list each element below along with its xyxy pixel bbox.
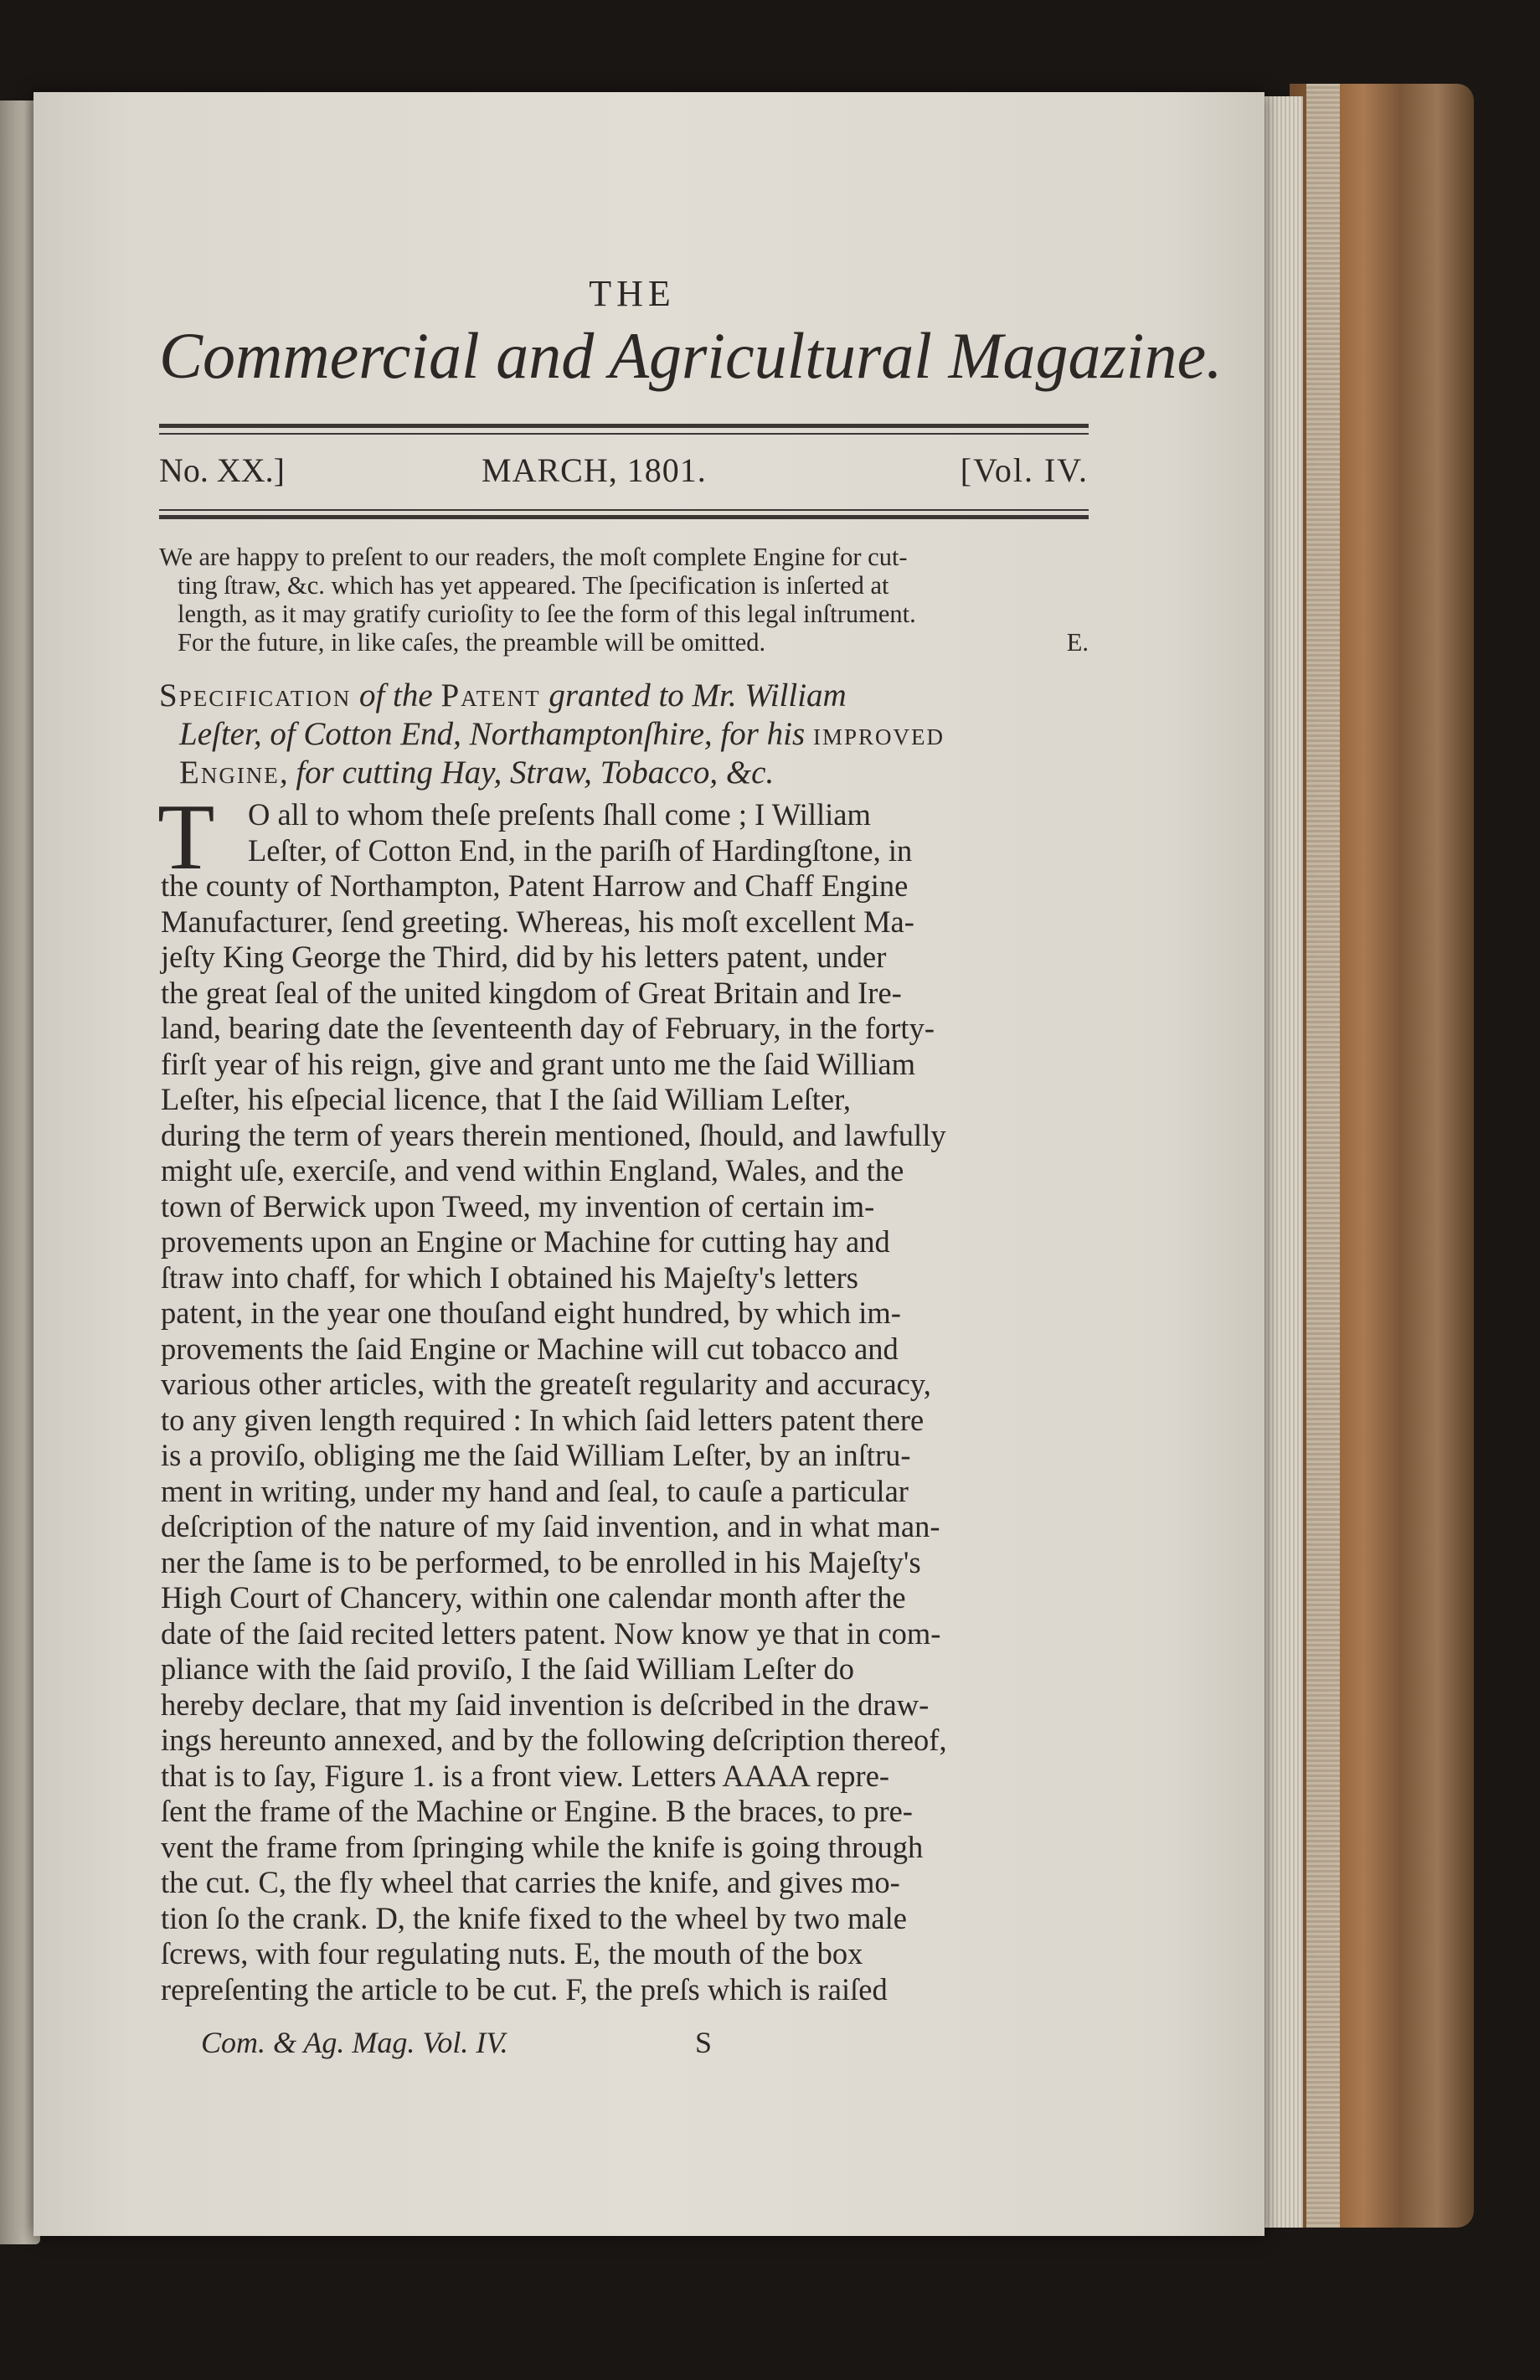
body-line: ment in writing, under my hand and ſeal, to cauſe a particular bbox=[161, 1473, 909, 1508]
body-line: repreſenting the article to be cut. F, the preſs which is raiſed bbox=[161, 1971, 888, 2007]
body-line: Manufacturer, ſend greeting. Whereas, his moſt excellent Ma- bbox=[161, 904, 914, 939]
body-line: to any given length required : In which ſaid letters patent there bbox=[161, 1402, 925, 1437]
issue-volume: [Vol. IV. bbox=[960, 451, 1089, 489]
body-line: might uſe, exerciſe, and vend within England, Wales, and the bbox=[161, 1153, 904, 1187]
specification-line-2 bbox=[159, 715, 1089, 754]
spec-granted-to: granted to Mr. William bbox=[540, 677, 847, 713]
body-line: deſcription of the nature of my ſaid invention, and in what man- bbox=[161, 1509, 940, 1543]
body-line: tion ſo the crank. D, the knife fixed to the wheel by two male bbox=[161, 1900, 907, 1935]
masthead-rule-thin-bottom bbox=[159, 509, 1089, 511]
issue-number: No. XX.] bbox=[159, 451, 285, 489]
spec-word-patent: Patent bbox=[440, 677, 541, 713]
body-line: High Court of Chancery, within one calendar month after the bbox=[161, 1580, 906, 1615]
patent-body-text bbox=[161, 797, 1090, 2007]
editor-note-text: For the future, in like caſes, the preamble will be omitted. bbox=[178, 628, 766, 657]
issue-line bbox=[159, 451, 1089, 501]
masthead-rule-thick-bottom bbox=[159, 515, 1089, 519]
magazine-title: Commercial and Agricultural Magazine. bbox=[159, 319, 1223, 392]
editor-note-line: We are happy to preſent to our readers, the moſt complete Engine for cut- bbox=[159, 543, 908, 571]
body-line: jeſty King George the Third, did by his letters patent, under bbox=[161, 940, 887, 974]
body-line: ſent the frame of the Machine or Engine. B the braces, to pre- bbox=[161, 1794, 913, 1828]
spec-word-specification: Specification bbox=[159, 677, 352, 713]
running-title: Com. & Ag. Mag. Vol. IV. bbox=[201, 2026, 508, 2059]
body-line: provements upon an Engine or Machine for cutting hay and bbox=[161, 1224, 890, 1259]
body-line: ings hereunto annexed, and by the following deſcription thereof, bbox=[161, 1723, 947, 1757]
body-line: provements the ſaid Engine or Machine will cut tobacco and bbox=[161, 1331, 899, 1366]
body-line: various other articles, with the greateſt regularity and accuracy, bbox=[161, 1367, 931, 1401]
editor-signature: E. bbox=[1066, 628, 1089, 657]
body-line: Leſter, his eſpecial licence, that I the ſaid William Leſter, bbox=[161, 1082, 851, 1116]
spec-word-improved: improved bbox=[812, 716, 945, 752]
editor-note-line: length, as it may gratify curioſity to ſee the form of this legal inſtrument. bbox=[178, 600, 916, 628]
masthead-the: THE bbox=[589, 273, 676, 314]
body-line: pliance with the ſaid proviſo, I the ſaid William Leſter do bbox=[161, 1651, 855, 1686]
masthead-rule-thick-top bbox=[159, 424, 1089, 428]
body-line: ner the ſame is to be performed, to be enrolled in his Majeſty's bbox=[161, 1544, 921, 1579]
page-footer bbox=[201, 2025, 955, 2060]
spec-for-cutting: , for cutting Hay, Straw, Tobacco, &c. bbox=[279, 755, 775, 791]
body-line: the great ſeal of the united kingdom of Great Britain and Ire- bbox=[161, 975, 902, 1010]
body-line: vent the frame from ſpringing while the knife is going through bbox=[161, 1829, 924, 1864]
body-line: patent, in the year one thouſand eight hundred, by which im- bbox=[161, 1296, 901, 1330]
editor-note-line-last bbox=[159, 628, 1089, 657]
body-line: Leſter, of Cotton End, in the pariſh of Hardingſtone, in bbox=[248, 832, 913, 868]
masthead-rule-thin-top bbox=[159, 433, 1089, 435]
body-line: firſt year of his reign, give and grant unto me the ſaid William bbox=[161, 1046, 915, 1081]
drop-cap: T bbox=[157, 786, 215, 889]
body-line: is a proviſo, obliging me the ſaid William Leſter, by an inſtru- bbox=[161, 1438, 911, 1472]
spec-of-the: of the bbox=[351, 677, 441, 713]
spec-lester-cotton-end: Leſter, of Cotton End, Northamptonſhire, for his bbox=[179, 716, 813, 752]
body-line: town of Berwick upon Tweed, my invention of certain im- bbox=[161, 1188, 875, 1223]
body-line: ſtraw into chaff, for which I obtained his Majeſty's letters bbox=[161, 1260, 859, 1295]
specification-heading bbox=[159, 677, 1089, 792]
body-line: O all to whom theſe preſents ſhall come ; I William bbox=[248, 797, 871, 832]
signature-mark: S bbox=[695, 2026, 713, 2059]
spec-word-engine: Engine bbox=[179, 755, 280, 791]
editor-note bbox=[159, 543, 1089, 657]
body-line: the cut. C, the fly wheel that carries the knife, and gives mo- bbox=[161, 1865, 900, 1899]
body-line: that is to ſay, Figure 1. is a front view. Letters AAAA repre- bbox=[161, 1758, 890, 1793]
body-line: date of the ſaid recited letters patent. Now know ye that in com- bbox=[161, 1615, 941, 1651]
body-line: ſcrews, with four regulating nuts. E, the mouth of the box bbox=[161, 1936, 863, 1970]
editor-note-line: ting ſtraw, &c. which has yet appeared. The ſpecification is inſerted at bbox=[178, 571, 889, 600]
specification-line-3 bbox=[159, 754, 1089, 792]
body-line: the county of Northampton, Patent Harrow and Chaff Engine bbox=[161, 868, 909, 903]
body-line: land, bearing date the ſeventeenth day of February, in the forty- bbox=[161, 1011, 935, 1045]
body-line: during the term of years therein mentioned, ſhould, and lawfully bbox=[161, 1117, 946, 1152]
book-binding bbox=[1290, 84, 1474, 2228]
specification-line-1 bbox=[159, 677, 1089, 715]
body-line: hereby declare, that my ſaid invention is deſcribed in the draw- bbox=[161, 1687, 930, 1722]
issue-date: MARCH, 1801. bbox=[482, 451, 707, 489]
